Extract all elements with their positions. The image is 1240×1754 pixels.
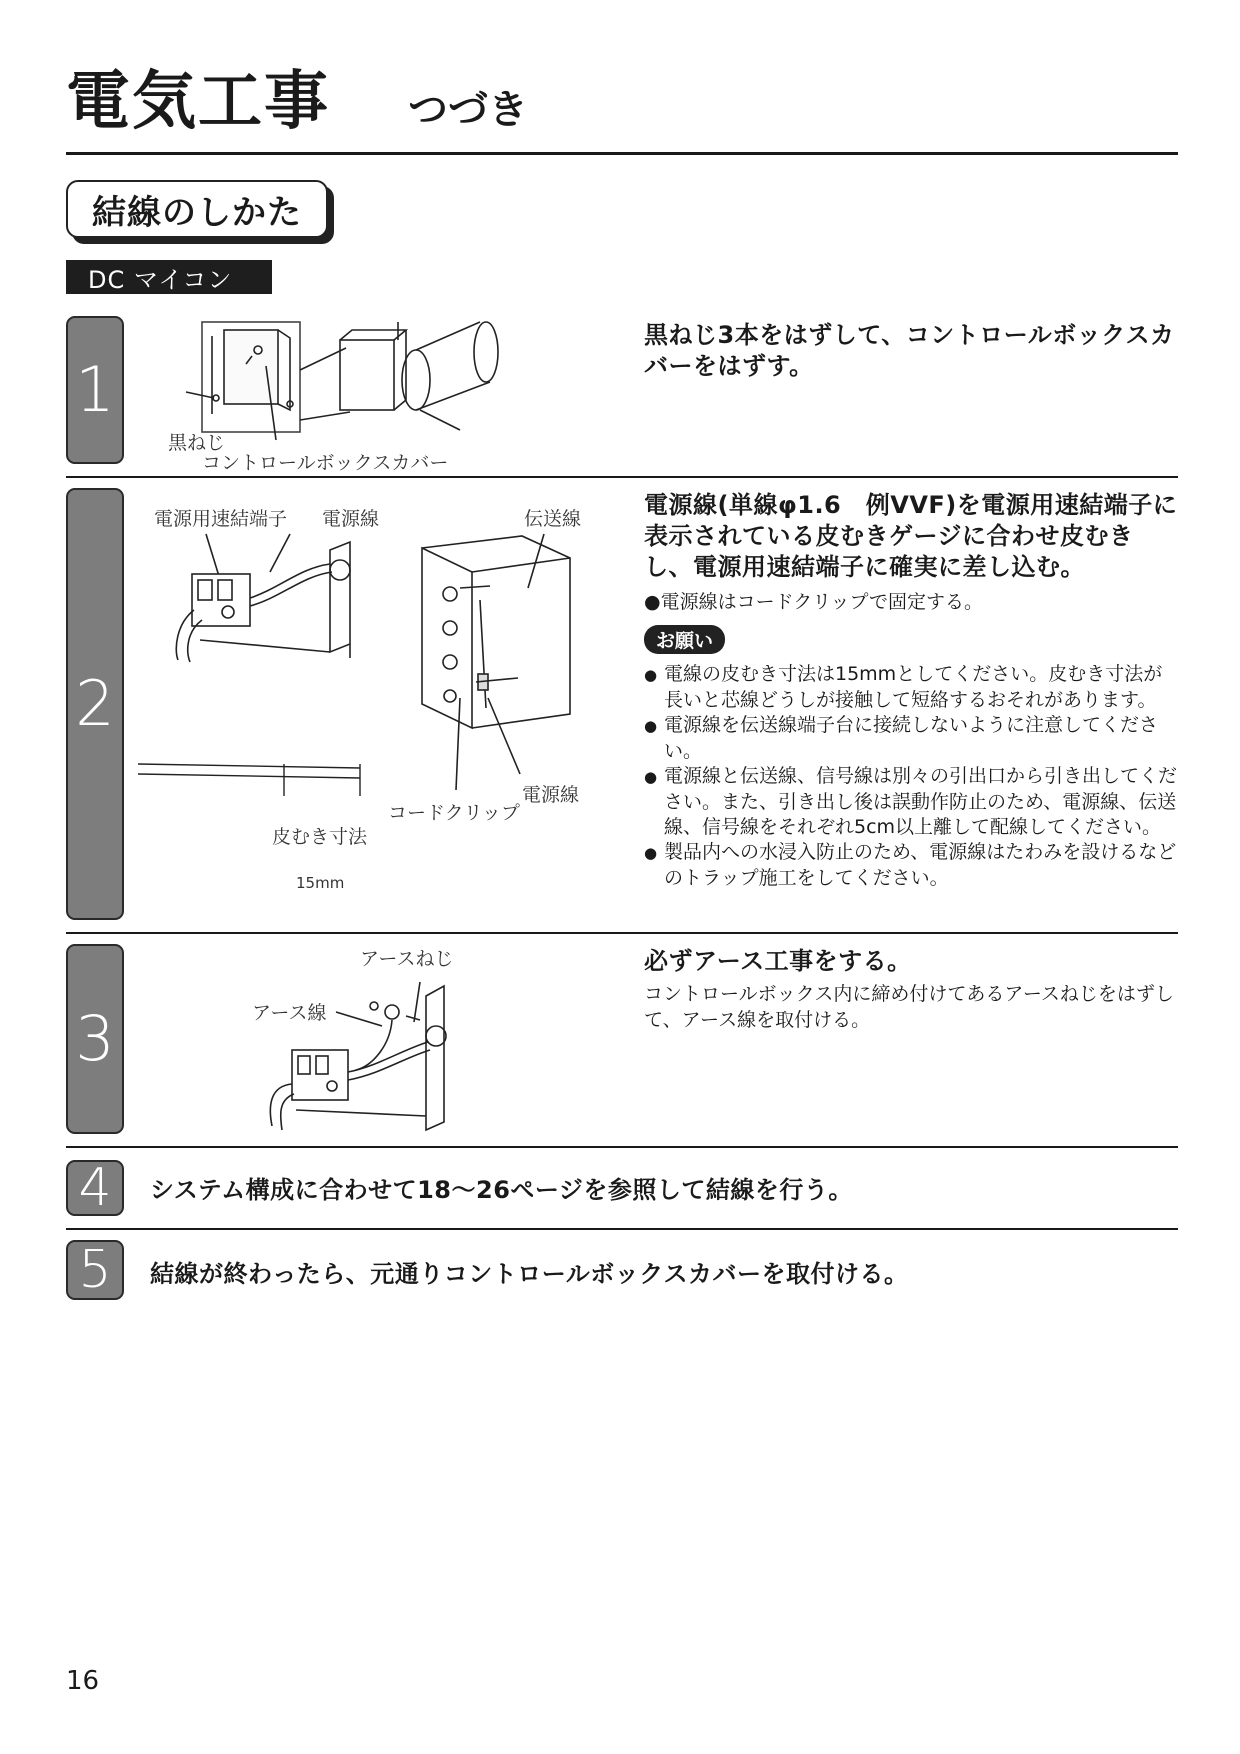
page-title-sub: つづき — [408, 87, 528, 133]
request-badge: お願い — [644, 625, 725, 654]
label-cord-clip: コードクリップ — [388, 802, 520, 824]
page-number: 16 — [66, 1666, 100, 1696]
step-divider — [66, 476, 1178, 478]
request-bullet: ● 電源線を伝送線端子台に接続しないように注意してください。 — [644, 713, 1178, 764]
label-strip-length: 皮むき寸法 — [272, 826, 368, 848]
step-1-number: 1 — [66, 316, 124, 464]
request-bullet: ● 電源線と伝送線、信号線は別々の引出口から引き出してください。また、引き出し後は誤動作防止のため、電源線、伝送線、信号線をそれぞれ5cm以上離して配線してください。 — [644, 764, 1178, 840]
step-3-number: 3 — [66, 944, 124, 1134]
label-power-line-2: 電源線 — [522, 784, 580, 806]
step-4-text: システム構成に合わせて18～26ページを参照して結線を行う。 — [150, 1176, 853, 1204]
step-2-note: ●電源線はコードクリップで固定する。 — [644, 591, 984, 613]
step-1-heading: 黒ねじ3本をはずして、コントロールボックスカバーをはずす。 — [644, 321, 1175, 380]
step-4-number: 4 — [66, 1160, 124, 1216]
label-earth-wire: アース線 — [252, 1002, 327, 1024]
step-2-illustration — [150, 528, 610, 798]
label-power-terminal: 電源用速結端子 — [154, 508, 288, 530]
label-earth-screw: アースねじ — [360, 948, 454, 970]
step-2-text — [644, 490, 1178, 891]
page-title-main: 電気工事 — [66, 65, 330, 139]
request-bullet: ● 電線の皮むき寸法は15mmとしてください。皮むき寸法が長いと芯線どうしが接触して短絡するおそれがあります。 — [644, 662, 1178, 713]
page-title — [66, 65, 528, 139]
step-2-heading: 電源線(単線φ1.6 例VVF)を電源用速結端子に表示されている皮むきゲージに合わせ皮むきし、電源用速結端子に確実に差し込む。 — [644, 491, 1178, 581]
step-5-text: 結線が終わったら、元通りコントロールボックスカバーを取付ける。 — [150, 1260, 909, 1288]
step-divider — [66, 1146, 1178, 1148]
step-3-illustration — [260, 966, 470, 1136]
label-transmission-line: 伝送線 — [524, 508, 582, 530]
step-divider — [66, 932, 1178, 934]
section-title: 結線のしかた — [66, 180, 328, 238]
step-3-text — [644, 946, 1178, 1033]
request-bullet: ● 製品内への水浸入防止のため、電源線はたわみを設けるなどのトラップ施工をしてください。 — [644, 840, 1178, 891]
step-2-number: 2 — [66, 488, 124, 920]
step-3-note: コントロールボックス内に締め付けてあるアースねじをはずして、アース線を取付ける。 — [644, 983, 1174, 1031]
title-rule — [66, 152, 1178, 155]
label-black-screw: 黒ねじ — [168, 432, 226, 454]
section-label: DC マイコン — [66, 260, 272, 294]
step-divider — [66, 1228, 1178, 1230]
step-3-heading: 必ずアース工事をする。 — [644, 947, 912, 975]
label-power-line: 電源線 — [322, 508, 380, 530]
step-5-number: 5 — [66, 1240, 124, 1300]
label-control-box-cover: コントロールボックスカバー — [202, 452, 449, 474]
label-dimension: 15mm — [296, 874, 345, 892]
